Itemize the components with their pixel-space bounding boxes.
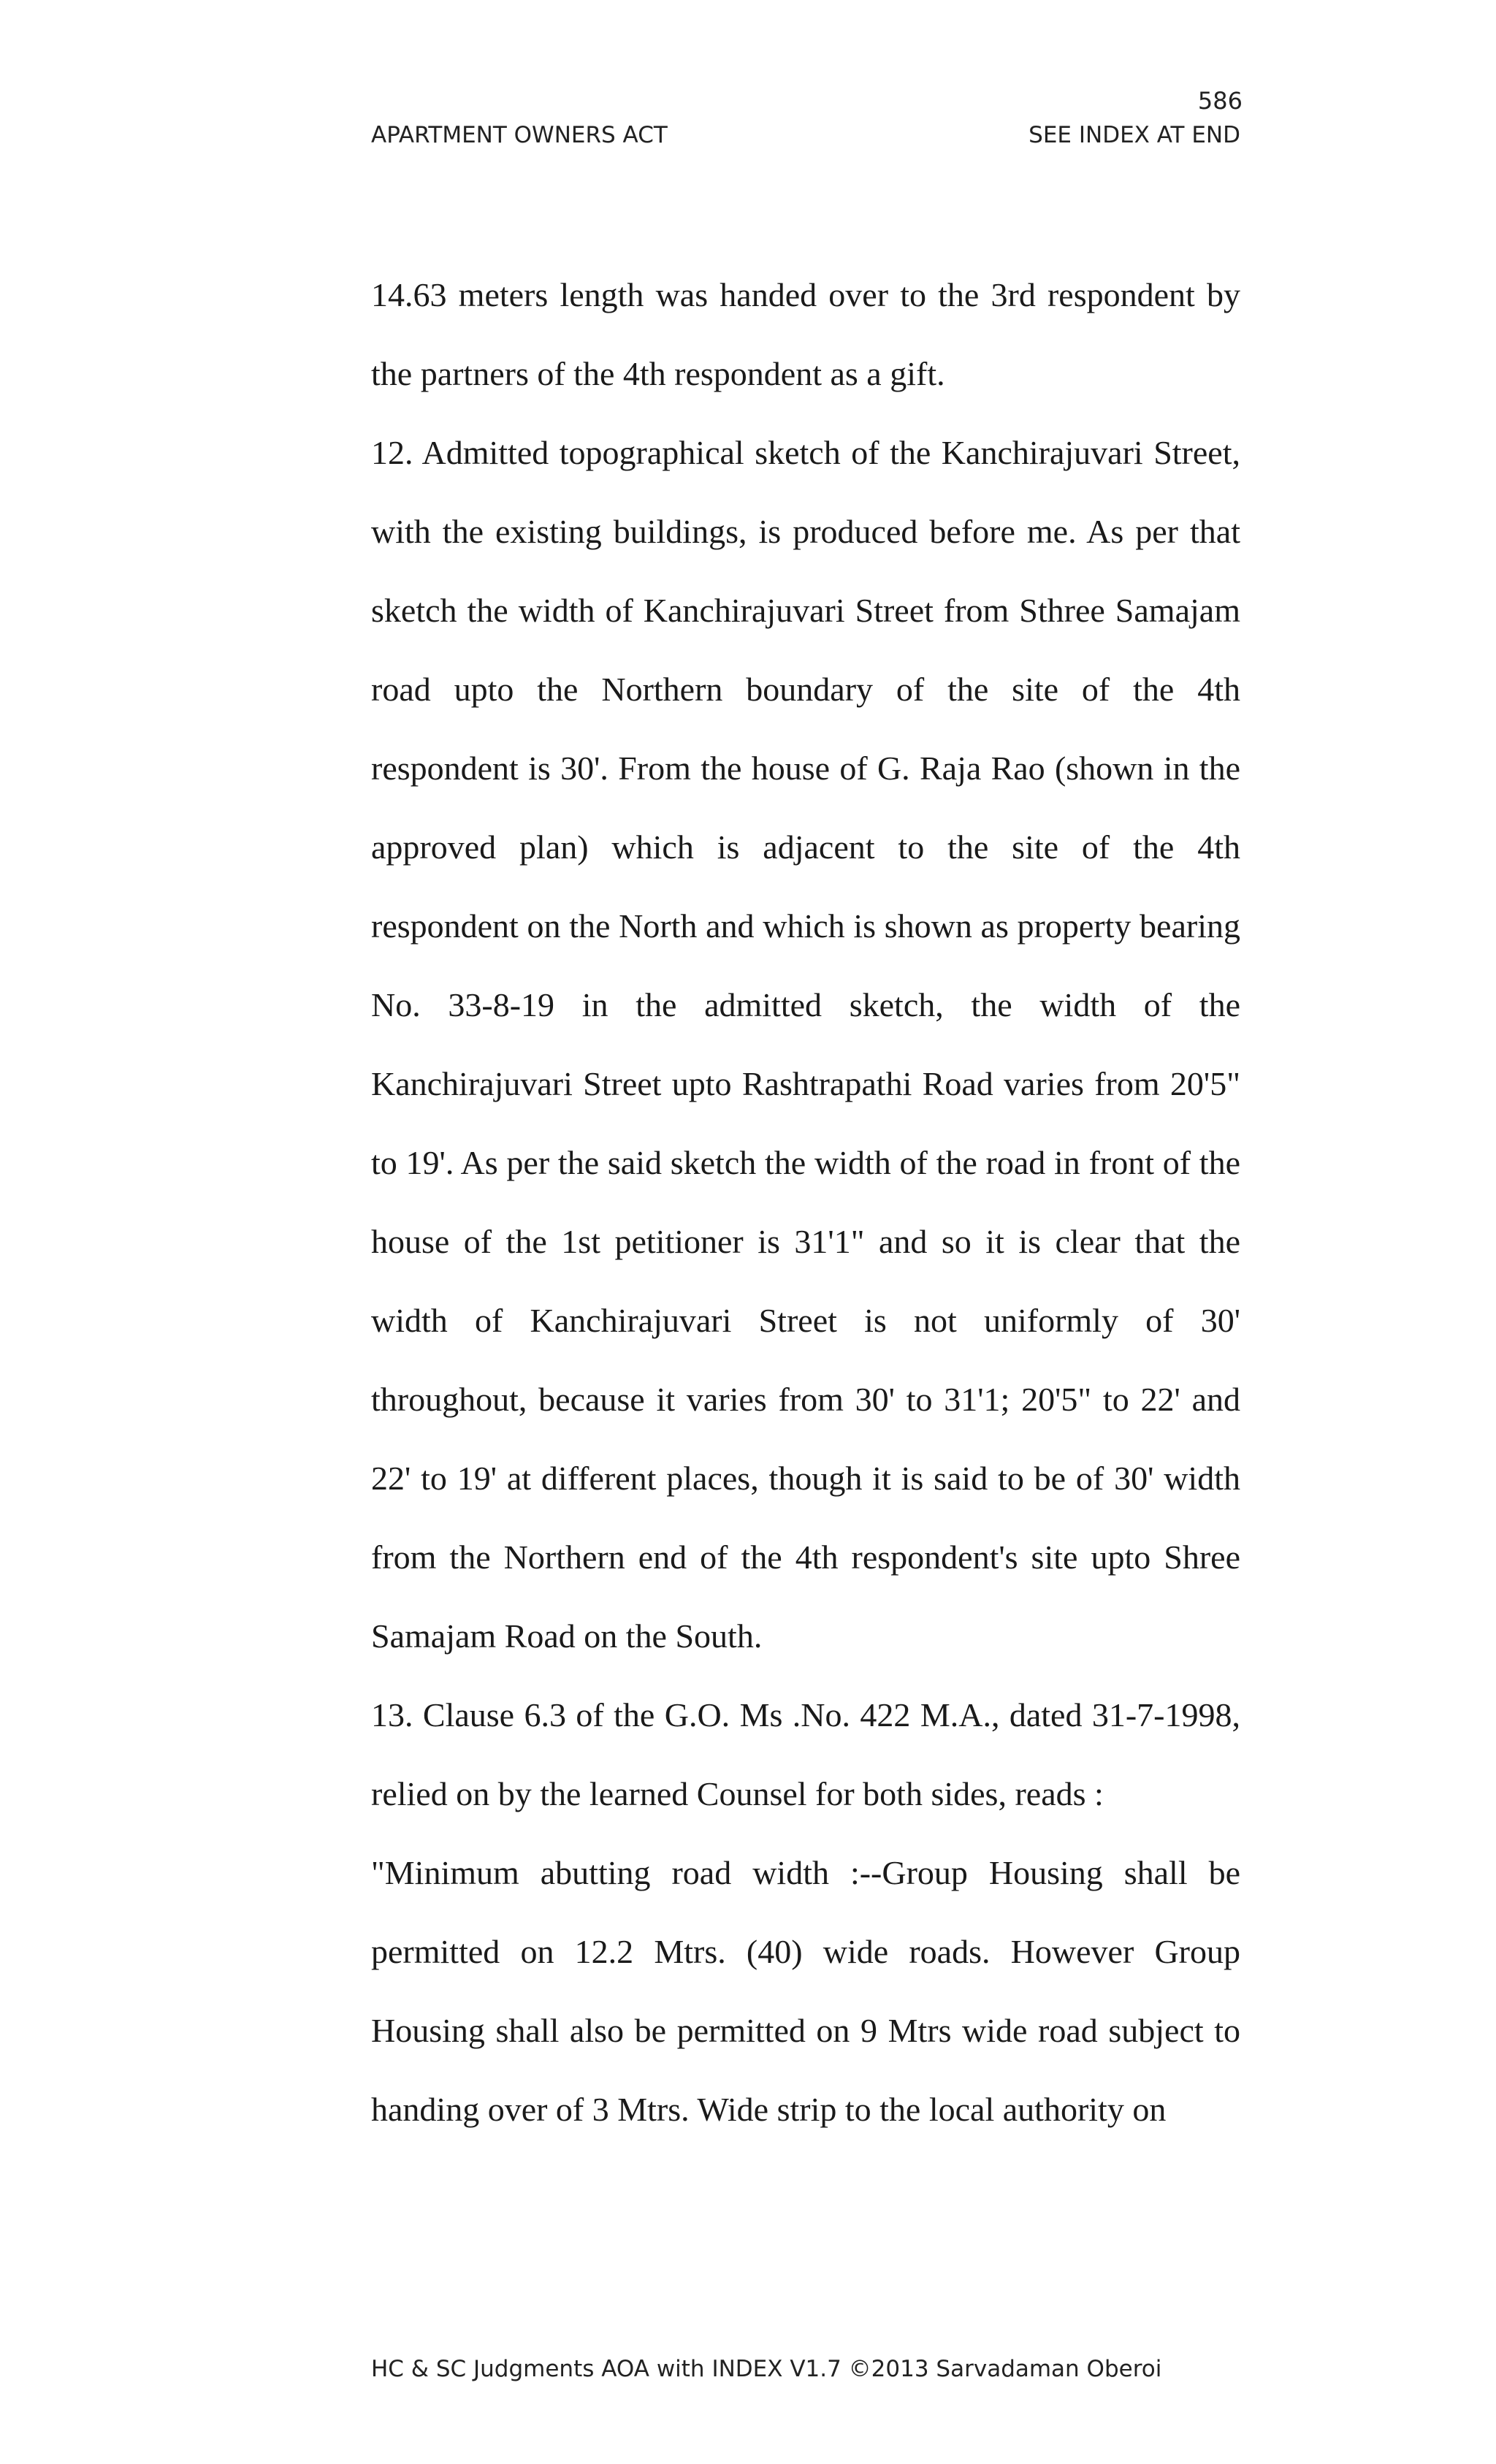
- running-header: [371, 124, 1240, 147]
- document-body: [371, 256, 1240, 2149]
- header-left-title: APARTMENT OWNERS ACT: [371, 122, 668, 148]
- paragraph-13: 13. Clause 6.3 of the G.O. Ms .No. 422 M.A., dated 31-7-1998, relied on by the learned Counsel for both sides, reads :: [371, 1696, 1240, 1812]
- page-number: 586: [1197, 87, 1243, 115]
- quoted-clause: "Minimum abutting road width :--Group Housing shall be permitted on 12.2 Mtrs. (40) wide roads. However Group Housing shall also be permitted on 9 Mtrs wide road subject to handing over of 3 Mtrs. Wide strip to the local authority on: [371, 1854, 1240, 2128]
- paragraph-12: 12. Admitted topographical sketch of the Kanchirajuvari Street, with the existing buildings, is produced before me. As per that sketch the width of Kanchirajuvari Street from Sthree Samajam road upto the Northern boundary of the site of the 4th respondent is 30'. From the house of G. Raja Rao (shown in the approved plan) which is adjacent to the site of the 4th respondent on the North and which is shown as property bearing No. 33-8-19 in the admitted sketch, the width of the Kanchirajuvari Street upto Rashtrapathi Road varies from 20'5" to 19'. As per the said sketch the width of the road in front of the house of the 1st petitioner is 31'1" and so it is clear that the width of Kanchirajuvari Street is not uniformly of 30' throughout, because it varies from 30' to 31'1; 20'5" to 22' and 22' to 19' at different places, though it is said to be of 30' width from the Northern end of the 4th respondent's site upto Shree Samajam Road on the South.: [371, 434, 1240, 1655]
- paragraph: 14.63 meters length was handed over to the 3rd respondent by the partners of the 4th respondent as a gift.: [371, 276, 1240, 392]
- header-right-title: SEE INDEX AT END: [1028, 122, 1240, 148]
- page-footer: HC & SC Judgments AOA with INDEX V1.7 ©2013 Sarvadaman Oberoi: [371, 2356, 1162, 2382]
